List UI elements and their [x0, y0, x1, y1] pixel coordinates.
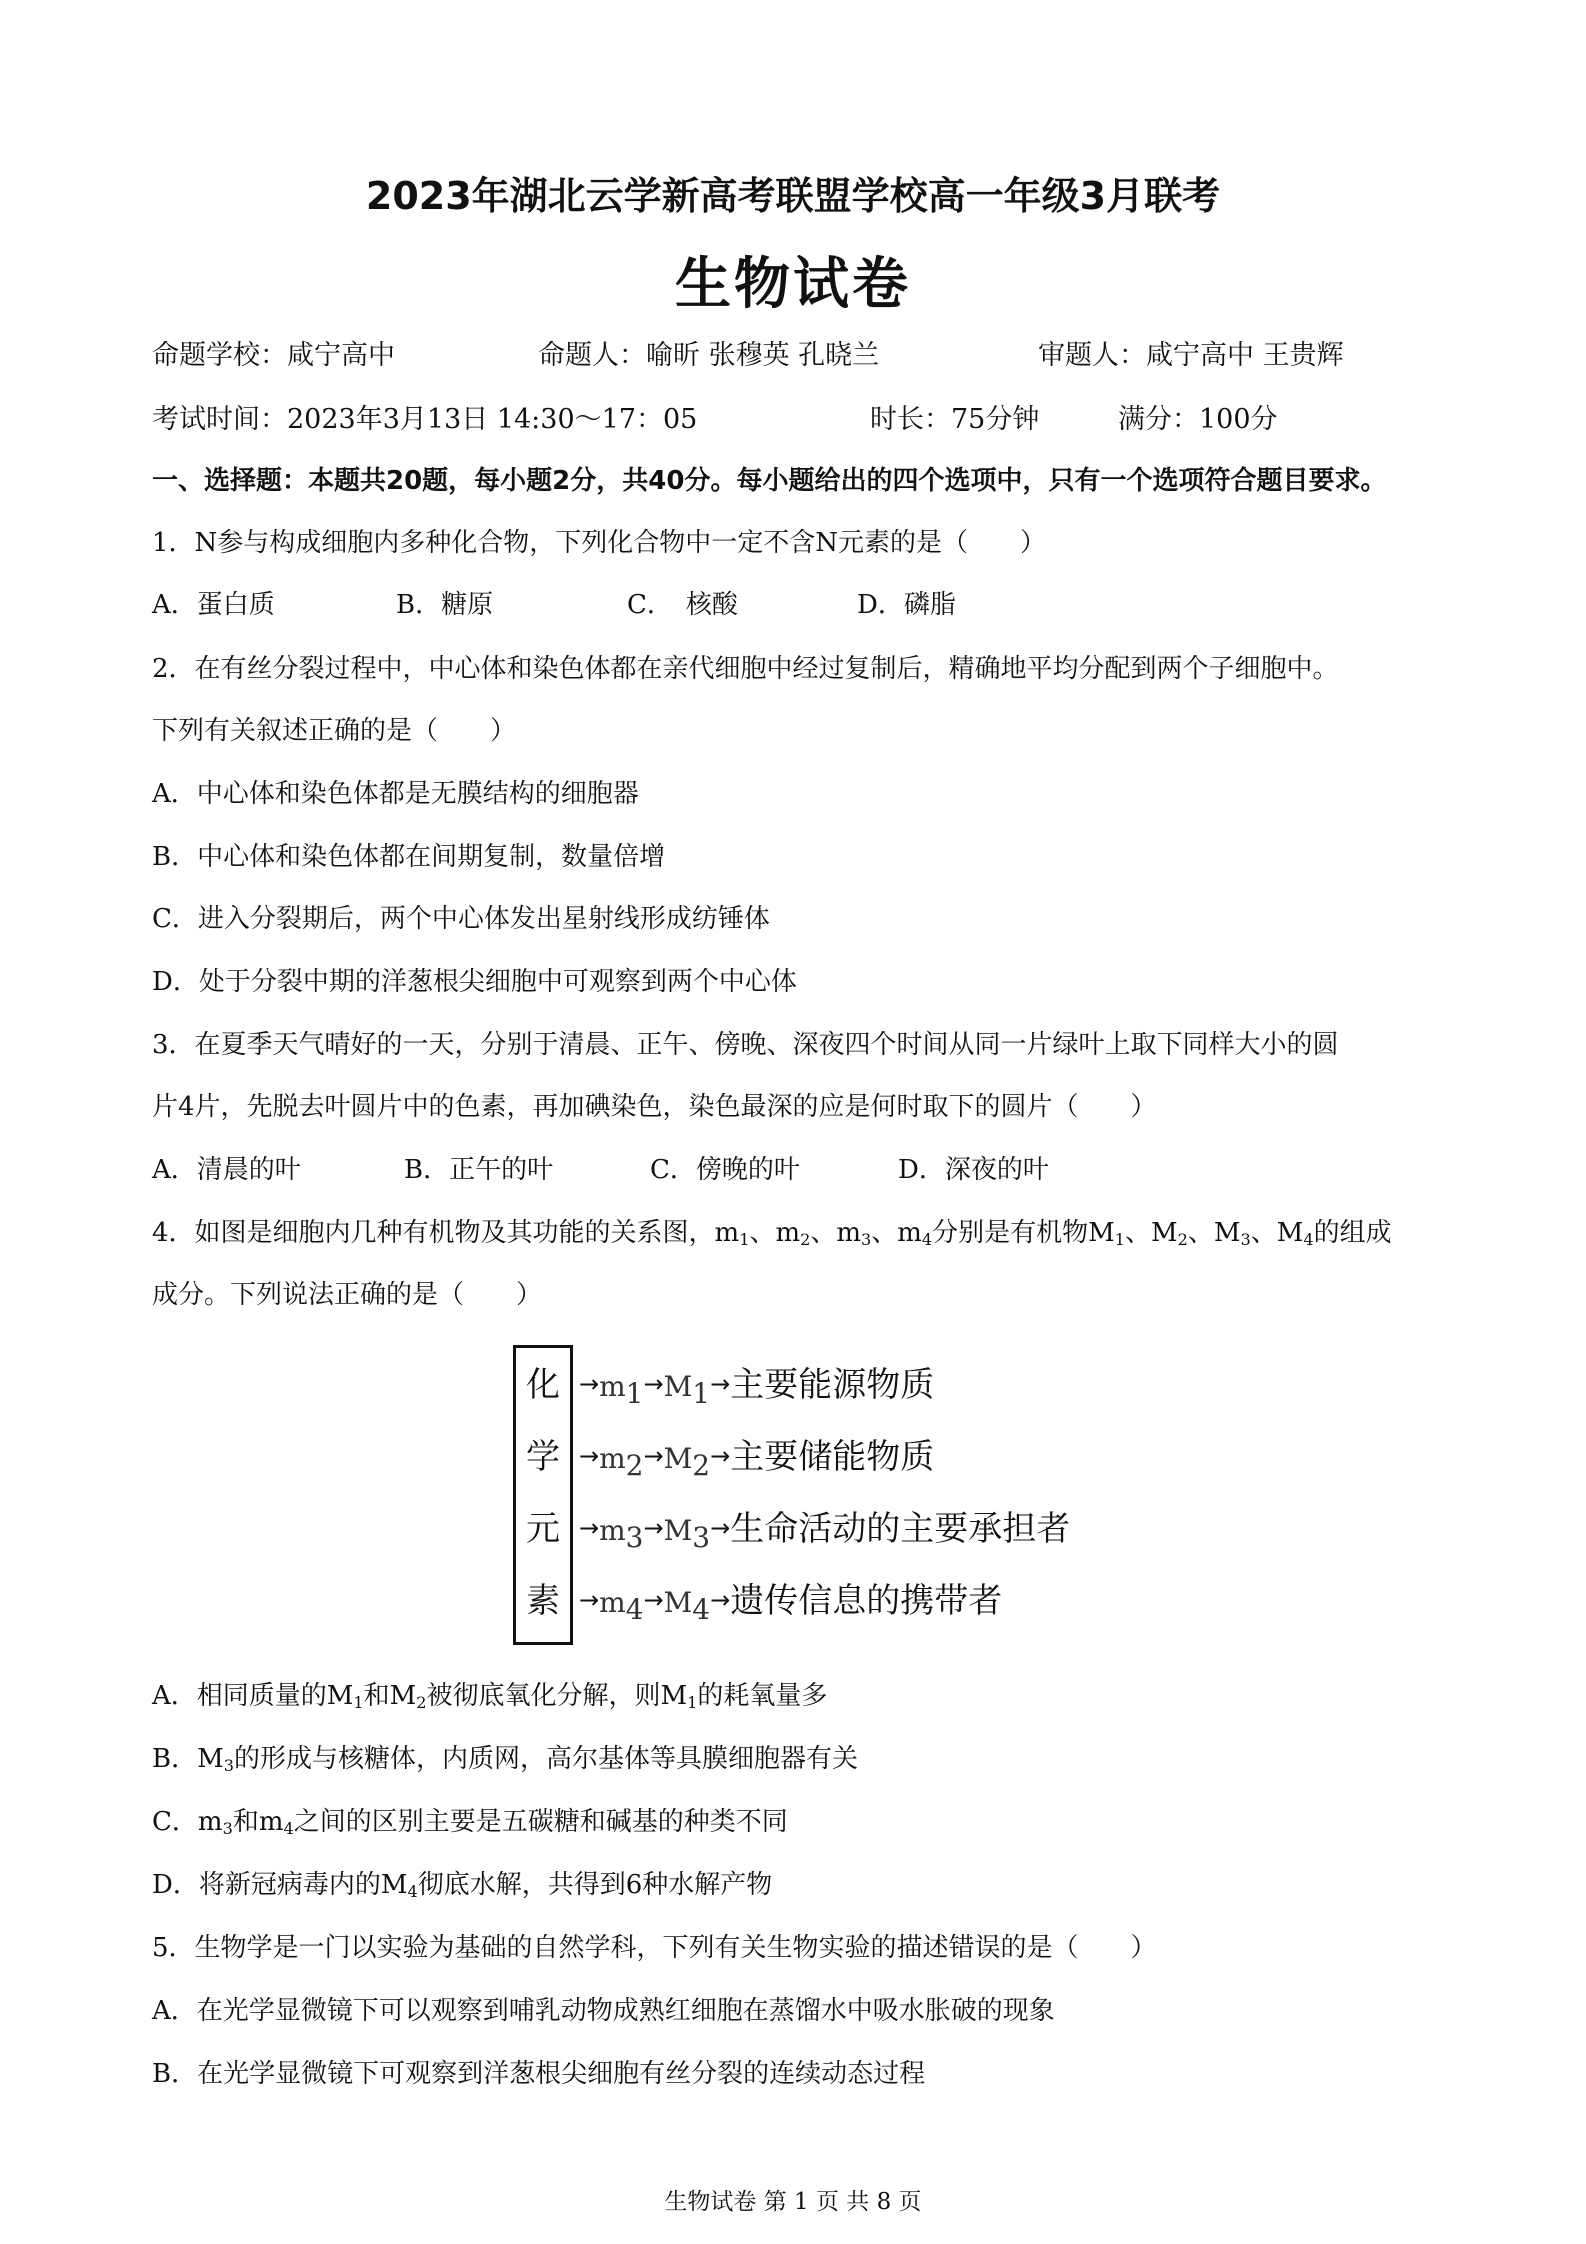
q5-option-b: B．在光学显微镜下可观察到洋葱根尖细胞有丝分裂的连续动态过程	[152, 2059, 926, 2089]
arrow-icon: →	[643, 1586, 664, 1614]
q5-stem: 5．生物学是一门以实验为基础的自然学科，下列有关生物实验的描述错误的是（ ）	[152, 1933, 1157, 1963]
q4-stem-line1: 4．如图是细胞内几种有机物及其功能的关系图，$m_1$、$m_2$、$m_3$、$m_4$分别是有机物$M_1$、$M_2$、$M_3$、$M_4$的组成	[152, 1218, 1392, 1250]
q2-option-c: C．进入分裂期后，两个中心体发出星射线形成纺锤体	[152, 904, 770, 934]
diagram-function-4: 遗传信息的携带者	[730, 1581, 1003, 1621]
arrow-icon: →	[643, 1514, 664, 1542]
q1-option-b: B．糖原	[396, 590, 494, 620]
q4-option-b: B．$M_3$的形成与核糖体，内质网，高尔基体等具膜细胞器有关	[152, 1744, 858, 1776]
q4-option-d: D．将新冠病毒内的$M_4$彻底水解，共得到6种水解产物	[152, 1870, 773, 1902]
arrow-icon: →	[643, 1370, 664, 1398]
arrow-icon: →	[579, 1514, 600, 1542]
arrow-icon: →	[579, 1442, 600, 1470]
q3-stem-line1: 3．在夏季天气晴好的一天，分别于清晨、正午、傍晚、深夜四个时间从同一片绿叶上取下同样大小的圆	[152, 1030, 1339, 1060]
arrow-icon: →	[579, 1370, 600, 1398]
meta-reviewer: 审题人：咸宁高中 王贵辉	[1038, 340, 1344, 371]
meta-full-score: 满分：100分	[1118, 404, 1278, 435]
q3-option-b: B．正午的叶	[404, 1155, 554, 1185]
diagram-function-3: 生命活动的主要承担者	[730, 1509, 1071, 1549]
diagram-function-1: 主要能源物质	[730, 1365, 935, 1405]
q2-stem-line2: 下列有关叙述正确的是（ ）	[152, 716, 517, 746]
q2-option-b: B．中心体和染色体都在间期复制，数量倍增	[152, 842, 666, 872]
diagram-row-1: $\to m_1\to M_1\to$主要能源物质	[579, 1365, 935, 1410]
q5-option-a: A．在光学显微镜下可以观察到哺乳动物成熟红细胞在蒸馏水中吸水胀破的现象	[152, 1996, 1055, 2026]
q3-option-c: C．傍晚的叶	[650, 1155, 800, 1185]
diagram-function-2: 主要储能物质	[730, 1437, 935, 1477]
q2-option-d: D．处于分裂中期的洋葱根尖细胞中可观察到两个中心体	[152, 967, 797, 997]
element-char-2: 学	[526, 1437, 560, 1477]
q4-option-c: C．$m_3$和$m_4$之间的区别主要是五碳糖和碱基的种类不同	[152, 1807, 788, 1839]
meta-author: 命题人：喻昕 张穆英 孔晓兰	[538, 340, 880, 371]
arrow-icon: →	[643, 1442, 664, 1470]
q1-option-d: D．磷脂	[857, 590, 956, 620]
element-char-3: 元	[526, 1509, 560, 1549]
section-heading: 一、选择题：本题共20题，每小题2分，共40分。每小题给出的四个选项中，只有一个选项符合题目要求。	[152, 466, 1387, 496]
meta-exam-time: 考试时间：2023年3月13日 14:30～17：05	[152, 404, 698, 435]
q3-option-a: A．清晨的叶	[152, 1155, 301, 1185]
diagram-row-4: $\to m_4\to M_4\to$遗传信息的携带者	[579, 1581, 1003, 1626]
q1-stem: 1．N参与构成细胞内多种化合物，下列化合物中一定不含N元素的是（ ）	[152, 528, 1047, 558]
q4-option-a: A．相同质量的$M_1$和$M_2$被彻底氧化分解，则$M_1$的耗氧量多	[152, 1681, 828, 1713]
diagram-row-3: $\to m_3\to M_3\to$生命活动的主要承担者	[579, 1509, 1071, 1554]
q2-stem-line1: 2．在有丝分裂过程中，中心体和染色体都在亲代细胞中经过复制后，精确地平均分配到两个子细胞中。	[152, 654, 1339, 684]
element-char-4: 素	[526, 1581, 560, 1621]
page-footer: 生物试卷 第 1 页 共 8 页	[664, 2189, 922, 2215]
arrow-icon: →	[710, 1370, 731, 1398]
diagram-row-2: $\to m_2\to M_2\to$主要储能物质	[579, 1437, 935, 1482]
element-char-1: 化	[526, 1365, 560, 1405]
q2-option-a: A．中心体和染色体都是无膜结构的细胞器	[152, 779, 639, 809]
q4-diagram	[513, 1345, 1071, 1650]
meta-school: 命题学校：咸宁高中	[152, 340, 395, 371]
q1-option-c: C． 核酸	[627, 590, 738, 620]
exam-title: 2023年湖北云学新高考联盟学校高一年级3月联考	[365, 174, 1221, 218]
q1-option-a: A．蛋白质	[152, 590, 275, 620]
arrow-icon: →	[710, 1514, 731, 1542]
arrow-icon: →	[710, 1586, 731, 1614]
subject-title: 生物试卷	[675, 252, 911, 317]
q4-stem-line2: 成分。下列说法正确的是（ ）	[152, 1280, 543, 1310]
meta-duration: 时长：75分钟	[870, 404, 1040, 435]
q3-stem-line2: 片4片，先脱去叶圆片中的色素，再加碘染色，染色最深的应是何时取下的圆片（ ）	[152, 1092, 1157, 1122]
q3-option-d: D．深夜的叶	[898, 1155, 1049, 1185]
arrow-icon: →	[579, 1586, 600, 1614]
arrow-icon: →	[710, 1442, 731, 1470]
